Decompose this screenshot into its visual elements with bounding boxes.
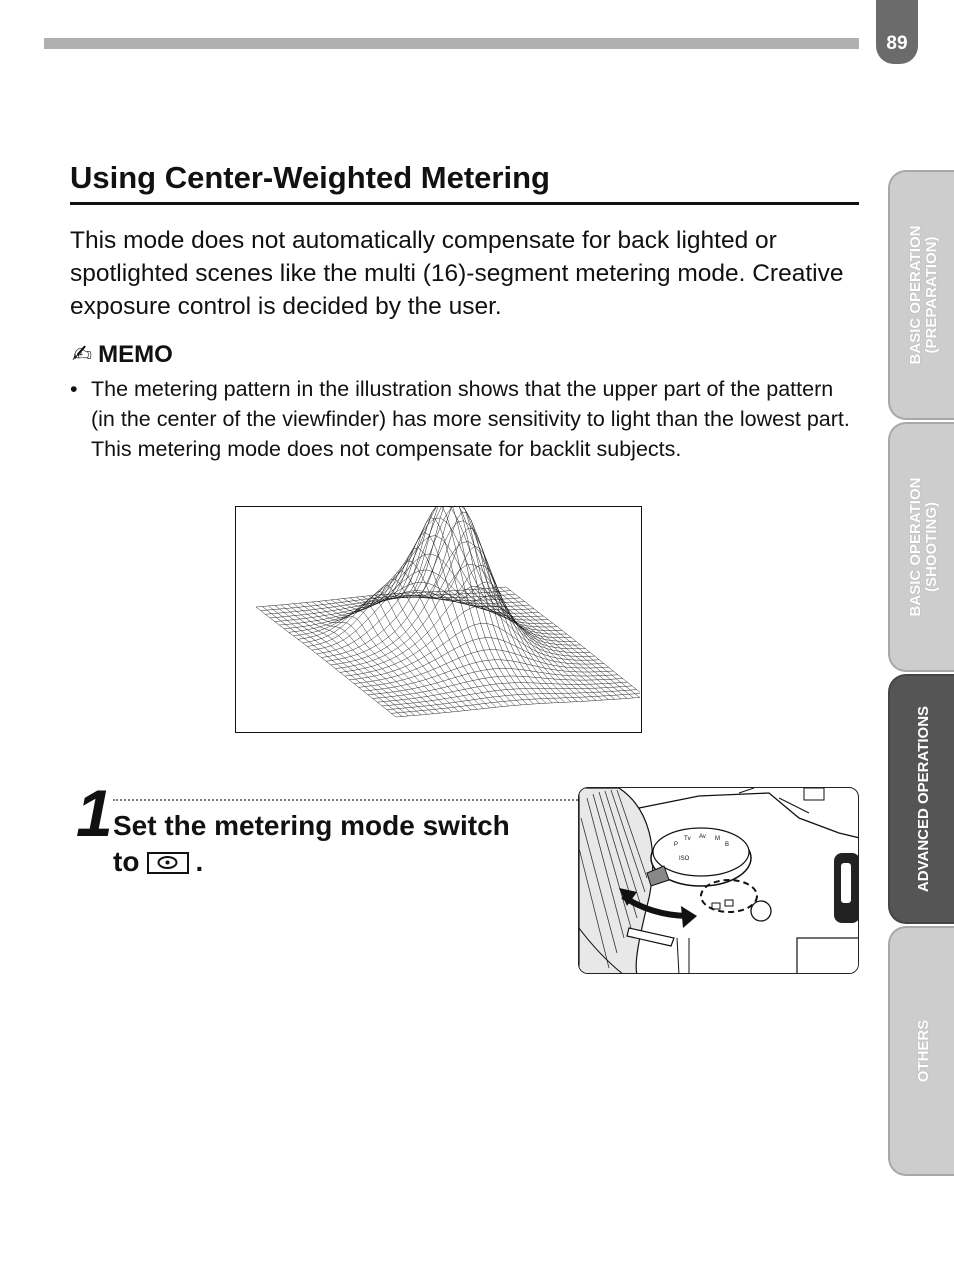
svg-text:P: P xyxy=(674,842,679,848)
tab-label-line1: BASIC OPERATION xyxy=(907,225,924,365)
memo-item: • The metering pattern in the illustration shows that the upper part of the pattern (in the center of the viewfinder) has more sensitivity to light than the lowest part. This metering mode does not compensate for backlit subjects. xyxy=(70,374,860,464)
tab-label-line1: BASIC OPERATION xyxy=(907,477,924,617)
mesh-lines xyxy=(256,507,640,717)
step-text-end: . xyxy=(195,846,204,877)
tab-label-line2: (SHOOTING) xyxy=(923,502,940,592)
step-instruction xyxy=(113,808,513,880)
memo-list xyxy=(70,374,860,464)
tab-basic-operation-preparation[interactable] xyxy=(888,170,954,420)
tab-label-line1: OTHERS xyxy=(915,1019,932,1083)
center-weighted-metering-icon xyxy=(147,852,189,874)
step-divider xyxy=(113,799,578,801)
top-rule xyxy=(44,38,859,49)
camera-dial-illustration xyxy=(578,787,859,974)
pencil-icon: ✍ xyxy=(72,341,93,368)
svg-text:M: M xyxy=(715,836,720,842)
intro-paragraph: This mode does not automatically compensate for back lighted or spotlighted scenes like the multi (16)-segment metering mode. Creative exposure control is decided by the user. xyxy=(70,227,844,320)
memo-label: MEMO xyxy=(98,340,173,368)
tab-label-line1: ADVANCED OPERATIONS xyxy=(915,705,932,893)
tab-basic-operation-shooting[interactable] xyxy=(888,422,954,672)
svg-text:ISO: ISO xyxy=(679,856,690,862)
page-number: 89 xyxy=(876,0,918,64)
svg-text:Av: Av xyxy=(699,834,706,840)
svg-text:Tv: Tv xyxy=(684,836,691,842)
step-number: 1 xyxy=(76,776,113,850)
metering-pattern-illustration xyxy=(235,506,642,733)
tab-label-line2: (PREPARATION) xyxy=(923,236,940,354)
section-title: Using Center-Weighted Metering xyxy=(70,160,859,205)
tab-advanced-operations[interactable] xyxy=(888,674,954,924)
step-text: Set the metering mode switch to xyxy=(113,810,510,877)
memo-heading xyxy=(72,340,173,369)
svg-text:B: B xyxy=(725,842,730,848)
metering-mesh-graphic xyxy=(236,507,640,731)
camera-drawing xyxy=(579,788,859,974)
tab-others[interactable] xyxy=(888,926,954,1176)
